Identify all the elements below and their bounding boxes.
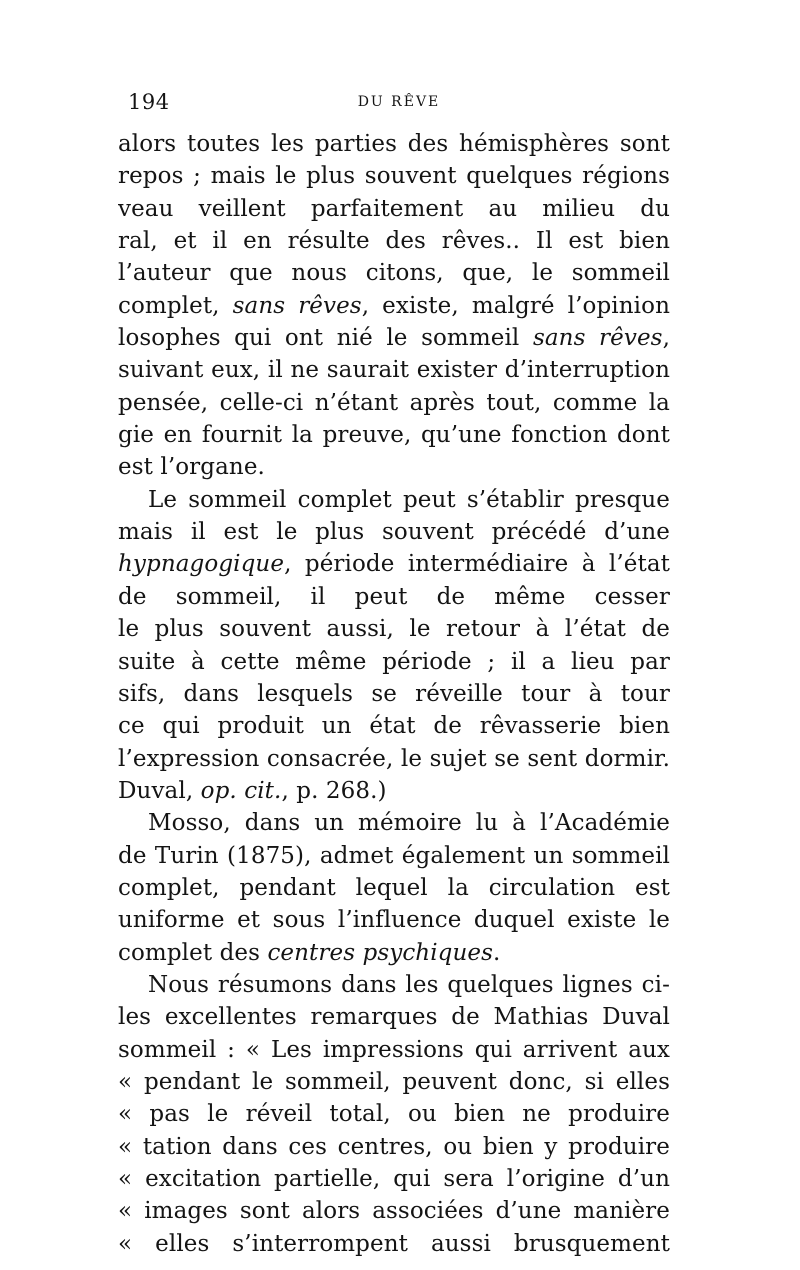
text-line: veau veillent parfaitement au milieu du xyxy=(118,195,670,222)
text-line: l’expression consacrée, le sujet se sent dormir. xyxy=(118,745,670,772)
page-number: 194 xyxy=(128,90,170,114)
text-line: mais il est le plus souvent précédé d’une xyxy=(118,519,670,546)
body-text xyxy=(118,128,670,1260)
text-line: le plus souvent aussi, le retour à l’état de xyxy=(118,616,670,643)
text-line: sifs, dans lesquels se réveille tour à tour xyxy=(118,680,670,707)
paragraph-start-line: Mosso, dans un mémoire lu à l’Académie xyxy=(148,810,670,837)
text-line: de sommeil, il peut de même cesser xyxy=(118,583,670,610)
text-line: les excellentes remarques de Mathias Duval xyxy=(118,1004,670,1031)
text-line: « images sont alors associées d’une manière xyxy=(118,1198,670,1225)
text-line: Duval, op. cit., p. 268.) xyxy=(118,777,387,804)
text-line: ral, et il en résulte des rêves.. Il est bien xyxy=(118,228,670,255)
italic-phrase: sans rêves xyxy=(232,292,362,319)
text-line: gie en fournit la preuve, qu’une fonction dont xyxy=(118,422,670,449)
text-line: ce qui produit un état de rêvasserie bien xyxy=(118,713,670,740)
page-header xyxy=(128,90,670,120)
text-line: complet, pendant lequel la circulation est xyxy=(118,874,670,901)
text-line: suite à cette même période ; il a lieu par xyxy=(118,648,670,675)
paragraph-start-line: Nous résumons dans les quelques lignes ci- xyxy=(148,971,670,998)
text-line: « elles s’interrompent aussi brusquement xyxy=(118,1230,670,1257)
text-line: pensée, celle-ci n’étant après tout, comme la xyxy=(118,389,670,416)
text-line: sommeil : « Les impressions qui arrivent aux xyxy=(118,1036,670,1063)
text-line: suivant eux, il ne saurait exister d’interruption xyxy=(118,357,670,384)
text-line: uniforme et sous l’influence duquel existe le xyxy=(118,907,670,934)
italic-phrase: op. cit. xyxy=(200,777,282,804)
text-line: hypnagogique, période intermédiaire à l’état xyxy=(118,551,670,578)
text-line: alors toutes les parties des hémisphères sont xyxy=(118,131,670,157)
text-line: est l’organe. xyxy=(118,454,265,481)
text-line: complet, sans rêves, existe, malgré l’opinion xyxy=(118,292,670,319)
paragraph-start-line: Le sommeil complet peut s’établir presque xyxy=(148,486,670,513)
text-line: « pas le réveil total, ou bien ne produire xyxy=(118,1101,670,1128)
text-line: de Turin (1875), admet également un sommeil xyxy=(118,842,670,869)
running-title: DU RÊVE xyxy=(357,94,441,110)
text-line: « pendant le sommeil, peuvent donc, si elles xyxy=(118,1068,670,1095)
text-line: complet des centres psychiques. xyxy=(118,939,501,966)
italic-phrase: centres psychiques xyxy=(267,939,494,966)
text-line: l’auteur que nous citons, que, le sommeil xyxy=(118,260,670,287)
italic-phrase: sans rêves xyxy=(532,325,663,352)
text-line: « excitation partielle, qui sera l’origine d’un xyxy=(118,1166,670,1192)
italic-phrase: hypnagogique xyxy=(118,551,285,578)
text-line: repos ; mais le plus souvent quelques régions xyxy=(118,163,670,190)
text-line: losophes qui ont nié le sommeil sans rêves, xyxy=(118,325,670,352)
text-line: « tation dans ces centres, ou bien y produire xyxy=(118,1133,670,1160)
